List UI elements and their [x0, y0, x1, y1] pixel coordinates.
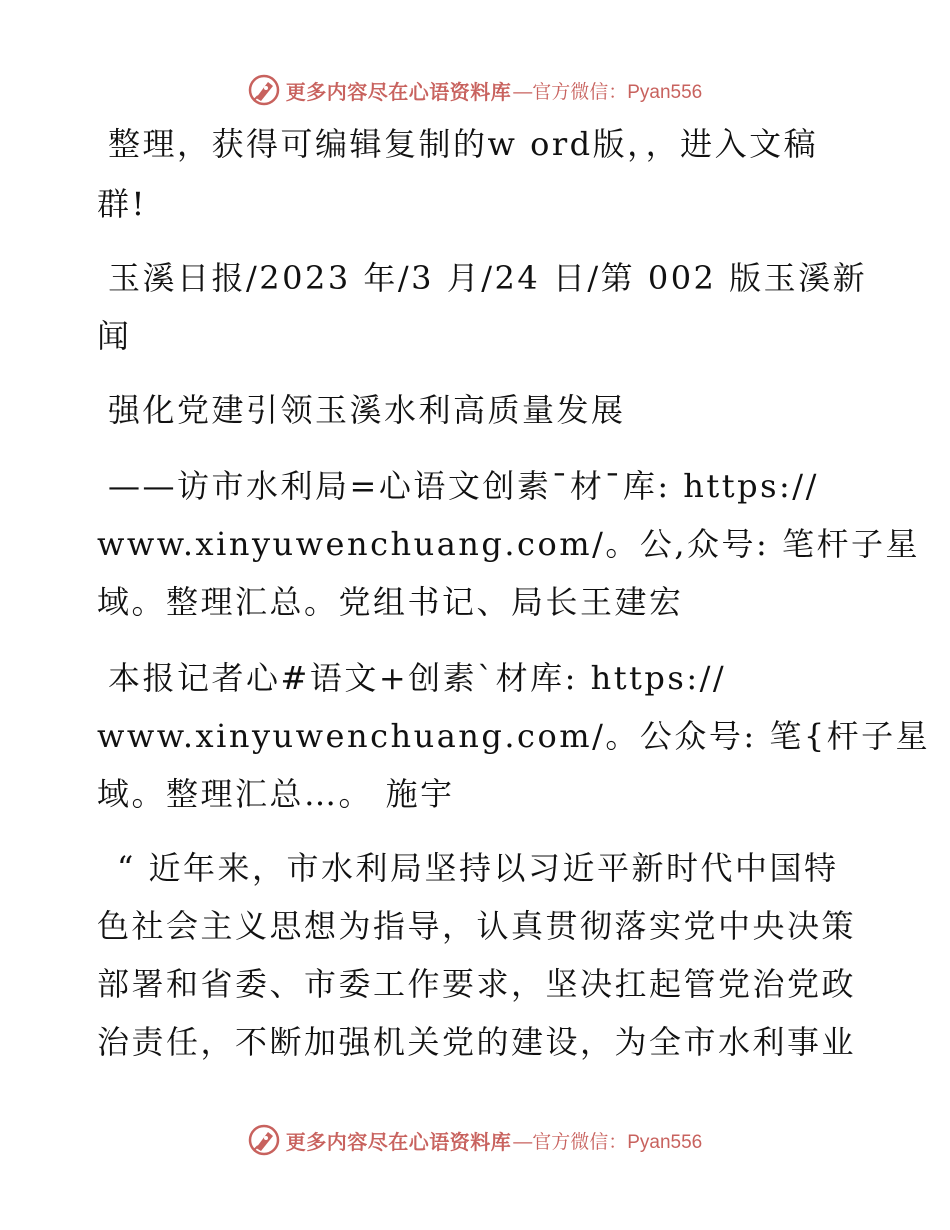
banner-title: 更多内容尽在心语资料库	[285, 79, 512, 104]
byline-line-3: 域。整理汇总…。 施宇	[97, 775, 455, 813]
intro-line-1: 整理，获得可编辑复制的w ord版，，进入文稿	[108, 125, 819, 163]
banner-contact: —官方微信：Pyan556	[513, 1131, 703, 1153]
banner-title: 更多内容尽在心语资料库	[285, 1129, 512, 1154]
byline-line-1: 本报记者心#语文+创素`材库: https://	[108, 659, 727, 697]
body-line-2: 色社会主义思想为指导，认真贯彻落实党中央决策	[97, 907, 857, 945]
subheadline-line-2: www.xinyuwenchuang.com/。公,众号: 笔杆子星	[97, 525, 920, 563]
subheadline-line-3: 域。整理汇总。党组书记、局长王建宏	[97, 583, 684, 621]
body-line-4: 治责任，不断加强机关党的建设，为全市水利事业	[97, 1023, 857, 1061]
byline-line-2: www.xinyuwenchuang.com/。公众号: 笔{杆子星	[97, 717, 931, 755]
pen-nib-logo-icon	[248, 74, 280, 106]
header-watermark-banner	[0, 70, 950, 110]
intro-line-2: 群!	[97, 185, 147, 223]
banner-contact: —官方微信：Pyan556	[513, 81, 703, 103]
body-line-3: 部署和省委、市委工作要求，坚决扛起管党治党政	[97, 965, 857, 1003]
article-headline: 强化党建引领玉溪水利高质量发展	[108, 391, 626, 429]
source-line-2: 闻	[97, 317, 132, 355]
source-line-1: 玉溪日报/2023 年/3 月/24 日/第 002 版玉溪新	[108, 259, 868, 297]
footer-watermark-banner	[0, 1120, 950, 1160]
body-line-1: “ 近年来，市水利局坚持以习近平新时代中国特	[117, 849, 839, 887]
subheadline-line-1: ——访市水利局=心语文创素¯材¯库: https://	[108, 467, 819, 505]
pen-nib-logo-icon	[248, 1124, 280, 1156]
